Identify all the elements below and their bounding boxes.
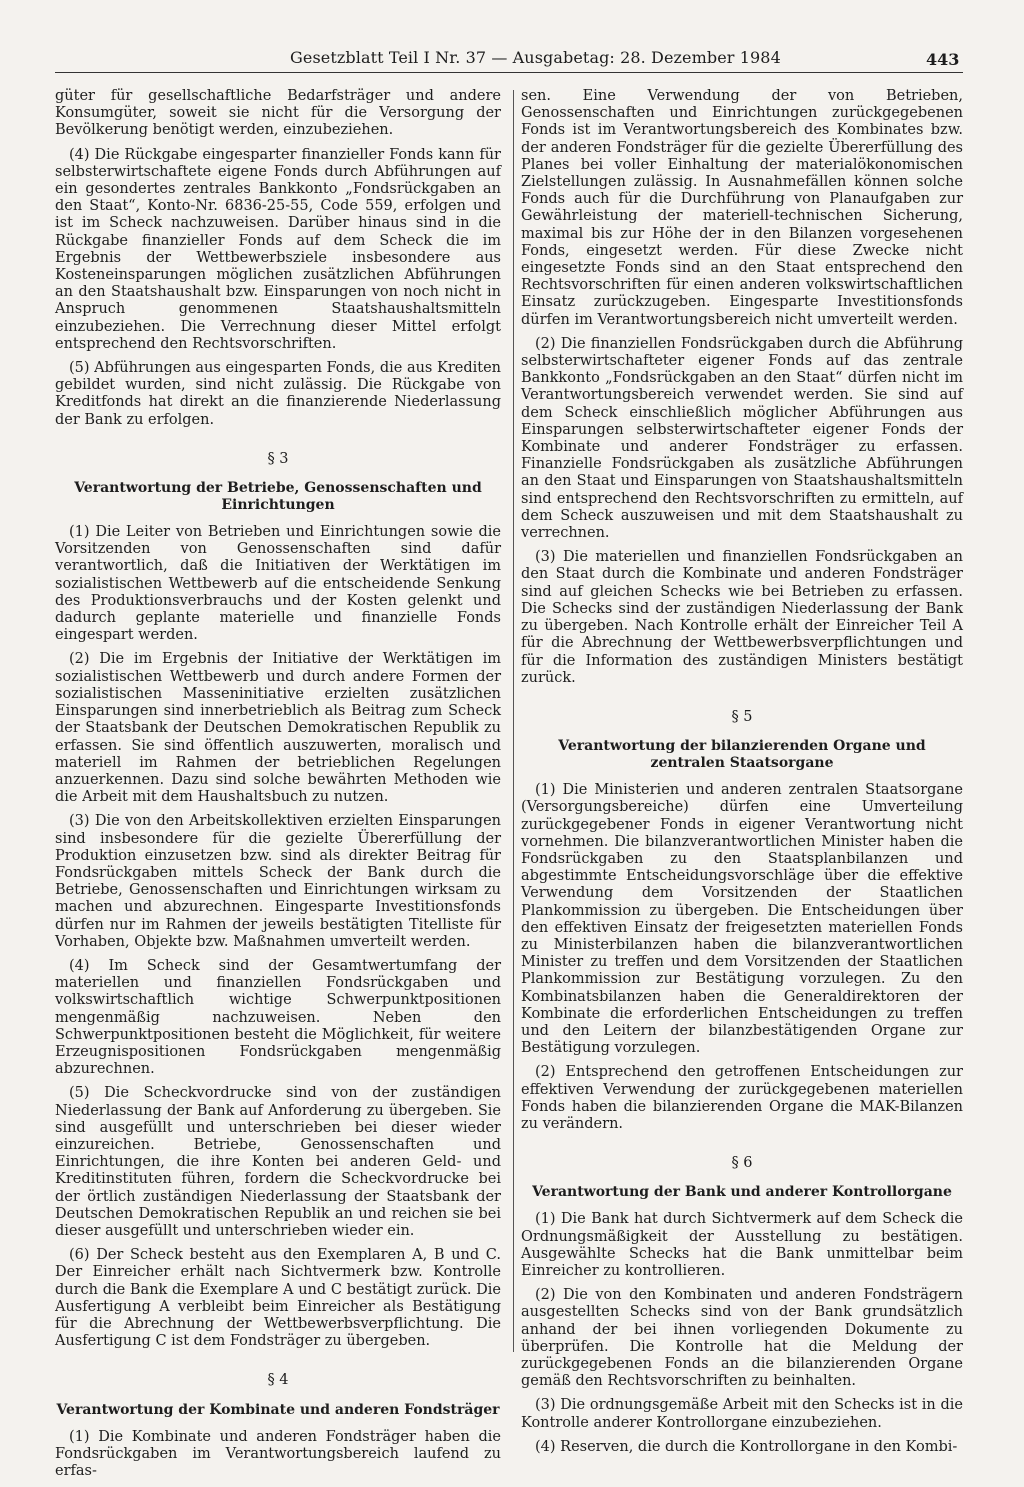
page-number: 443 (926, 50, 960, 69)
section-number: § 5 (731, 708, 753, 725)
section-heading: Verantwortung der bilanzierenden Organe und zentralen Staatsorgane (558, 738, 926, 772)
header-title: Gesetzblatt Teil I Nr. 37 — Ausgabetag: 28. Dezember 1984 (290, 48, 781, 67)
paragraph: (1) Die Ministerien und anderen zentralen Staatsorgane (Versorgungsbereiche) dürfen eine Umverteilung zurückgegebener Fonds in eigener Verantwortung nicht vornehmen. Die bilanzverantwortlichen Minister haben die Fondsrückgaben zu den Staatsplanbilanzen und abgestimmte Entscheidungsvorschläge über die effektive Verwendung dem Vorsitzenden der Staatlichen Plankommission zu übergeben. Die Entscheidungen über den effektiven Einsatz der freigesetzten materiellen Fonds zu Ministerbilanzen haben die bilanzverantwortlichen Minister zu treffen und dem Vorsitzenden der Staatlichen Plankommission zur Bestätigung vorzulegen. Zu den Kombinatsbilanzen haben die Generaldirektoren der Kombinate die erforderlichen Entscheidungen zu treffen und den Leitern der bilanzbestätigenden Organe zur Bestätigung vorzulegen. (521, 782, 963, 1057)
paragraph: (3) Die materiellen und finanziellen Fondsrückgaben an den Staat durch die Kombinate und anderen Fondsträger sind auf gleichen Schecks wie bei Betrieben zu erfassen. Die Schecks sind der zuständigen Niederlassung der Bank zu übergeben. Nach Kontrolle erhält der Einreicher Teil A für die Abrechnung der Wettbewerbsverpflichtungen und für die Information des zuständigen Ministers bestätigt zurück. (521, 549, 963, 686)
section-heading: Verantwortung der Betriebe, Genossenschaften und Einrichtungen (74, 480, 482, 514)
paragraph: (2) Die finanziellen Fondsrückgaben durch die Abführung selbsterwirtschafteter eigener Fonds auf das zentrale Bankkonto „Fondsrückgaben an den Staat“ dürfen nicht im Verantwortungsbereich verwendet werden. Sie sind auf dem Scheck einschließlich möglicher Abführungen aus Einsparungen selbsterwirtschafteter eigener Fonds der Kombinate und anderer Fondsträger zu erfassen. Finanzielle Fondsrückgaben als zusätzliche Abführungen an den Staat und Einsparungen von Staatshaushaltsmitteln sind entsprechend den Rechtsvorschriften zu ermitteln, auf dem Scheck auszuweisen und mit dem Staatshaushalt zu verrechnen. (521, 335, 963, 542)
right-column (521, 88, 963, 1463)
paragraph: (1) Die Bank hat durch Sichtvermerk auf dem Scheck die Ordnungsmäßigkeit der Ausstellung zu bestätigen. Ausgewählte Schecks hat die Bank unmittelbar beim Einreicher zu kontrollieren. (521, 1211, 963, 1279)
paragraph: (1) Die Leiter von Betrieben und Einrichtungen sowie die Vorsitzenden von Genossenschaften sind dafür verantwortlich, daß die Initiativen der Werktätigen im sozialistischen Wettbewerb auf die entscheidende Senkung des Produktionsverbrauchs und der Kosten gelenkt und dadurch geplante materielle und finanzielle Fonds eingespart werden. (55, 524, 501, 644)
column-divider (513, 90, 514, 1352)
paragraph: (3) Die von den Arbeitskollektiven erzielten Einsparungen sind insbesondere für die gezielte Übererfüllung der Produktion einzusetzen bzw. sind als direkter Beitrag für Fondsrückgaben mittels Scheck der Bank durch die Betriebe, Genossenschaften und Einrichtungen wirksam zu machen und abzurechnen. Eingesparte Investitionsfonds dürfen nur im Rahmen der jeweils bestätigten Titelliste für Vorhaben, Objekte bzw. Maßnahmen umverteilt werden. (55, 813, 501, 950)
paragraph: güter für gesellschaftliche Bedarfsträger und andere Konsumgüter, soweit sie nicht für die Versorgung der Bevölkerung benötigt werden, einzubeziehen. (55, 88, 501, 139)
paragraph: (4) Die Rückgabe eingesparter finanzieller Fonds kann für selbsterwirtschaftete eigene Fonds durch Abführungen auf ein gesondertes zentrales Bankkonto „Fondsrückgaben an den Staat“, Konto-Nr. 6836-25-55, Code 559, erfolgen und ist im Scheck nachzuweisen. Darüber hinaus sind in die Rückgabe finanzieller Fonds auf dem Scheck die im Ergebnis der Wettbewerbsziele insbesondere aus Kosteneinsparungen möglichen zusätzlichen Abführungen an den Staatshaushalt bzw. Einsparungen von noch nicht in Anspruch genommenen Staatshaushaltsmitteln einzubeziehen. Die Verrechnung dieser Mittel erfolgt entsprechend den Rechtsvorschriften. (55, 146, 501, 352)
section-number: § 6 (731, 1155, 753, 1172)
paragraph: (2) Entsprechend den getroffenen Entscheidungen zur effektiven Verwendung der zurückgegebenen materiellen Fonds haben die bilanzierenden Organe die MAK-Bilanzen zu verändern. (521, 1064, 963, 1132)
section-heading: Verantwortung der Bank und anderer Kontrollorgane (532, 1184, 952, 1201)
section-heading: Verantwortung der Kombinate und anderen Fondsträger (56, 1401, 500, 1418)
paragraph: sen. Eine Verwendung der von Betrieben, Genossenschaften und Einrichtungen zurückgegebenen Fonds ist im Verantwortungsbereich des Kombinates bzw. der anderen Fondsträger für die gezielte Übererfüllung des Planes bei voller Einhaltung der materialökonomischen Zielstellungen zulässig. In Ausnahmefällen können solche Fonds auch für die Durchführung von Planaufgaben zur Gewährleistung der materiell-technischen Sicherung, maximal bis zur Höhe der in den Bilanzen vorgesehenen Fonds, eingesetzt werden. Für diese Zwecke nicht eingesetzte Fonds sind an den Staat entsprechend den Rechtsvorschriften für einen anderen volkswirtschaftlichen Einsatz zurückzugeben. Eingesparte Investitionsfonds dürfen im Verantwortungsbereich nicht umverteilt werden. (521, 88, 963, 328)
paragraph: (3) Die ordnungsgemäße Arbeit mit den Schecks ist in die Kontrolle anderer Kontrollorgane einzubeziehen. (521, 1397, 963, 1431)
header-rule (55, 72, 963, 73)
left-column (55, 88, 501, 1487)
section-number: § 4 (267, 1372, 289, 1389)
paragraph: (5) Die Scheckvordrucke sind von der zuständigen Niederlassung der Bank auf Anforderung zu übergeben. Sie sind ausgefüllt und unterschrieben bei dieser wieder einzureichen. Betriebe, Genossenschaften und Einrichtungen, die ihre Konten bei anderen Geld- und Kreditinstituten führen, fordern die Scheckvordrucke bei der örtlich zuständigen Niederlassung der Staatsbank der Deutschen Demokratischen Republik an und reichen sie bei dieser ausgefüllt und unterschrieben wieder ein. (55, 1085, 501, 1239)
paragraph: (6) Der Scheck besteht aus den Exemplaren A, B und C. Der Einreicher erhält nach Sichtvermerk bzw. Kontrolle durch die Bank die Exemplare A und C bestätigt zurück. Die Ausfertigung A verbleibt beim Einreicher als Bestätigung für die Abrechnung der Wettbewerbsverpflichtung. Die Ausfertigung C ist dem Fondsträger zu übergeben. (55, 1247, 501, 1350)
paragraph: (5) Abführungen aus eingesparten Fonds, die aus Krediten gebildet wurden, sind nicht zulässig. Die Rückgabe von Kreditfonds hat direkt an die finanzierende Niederlassung der Bank zu erfolgen. (55, 360, 501, 428)
paragraph: (2) Die von den Kombinaten und anderen Fondsträgern ausgestellten Schecks sind von der Bank grundsätzlich anhand der bei ihnen vorliegenden Dokumente zu überprüfen. Die Kontrolle hat die Meldung der zurückgegebenen Fonds an die bilanzierenden Organe gemäß den Rechtsvorschriften zu beinhalten. (521, 1287, 963, 1390)
paragraph: (4) Im Scheck sind der Gesamtwertumfang der materiellen und finanziellen Fondsrückgaben und volkswirtschaftlich wichtige Schwerpunktpositionen mengenmäßig nachzuweisen. Neben den Schwerpunktpositionen besteht die Möglichkeit, für weitere Erzeugnispositionen Fondsrückgaben mengenmäßig abzurechnen. (55, 957, 501, 1078)
paragraph: (4) Reserven, die durch die Kontrollorgane in den Kombi- (535, 1438, 958, 1455)
page-header (0, 40, 1024, 74)
paragraph: (1) Die Kombinate und anderen Fondsträger haben die Fondsrückgaben im Verantwortungsbereich laufend zu erfas- (55, 1428, 501, 1480)
section-number: § 3 (267, 450, 289, 467)
paragraph: (2) Die im Ergebnis der Initiative der Werktätigen im sozialistischen Wettbewerb und durch andere Formen der sozialistischen Masseninitiative erzielten zusätzlichen Einsparungen sind innerbetrieblich als Beitrag zum Scheck der Staatsbank der Deutschen Demokratischen Republik zu erfassen. Sie sind öffentlich auszuwerten, moralisch und materiell im Rahmen der betrieblichen Regelungen anzuerkennen. Dazu sind solche bewährten Methoden wie die Arbeit mit dem Haushaltsbuch zu nutzen. (55, 651, 501, 806)
